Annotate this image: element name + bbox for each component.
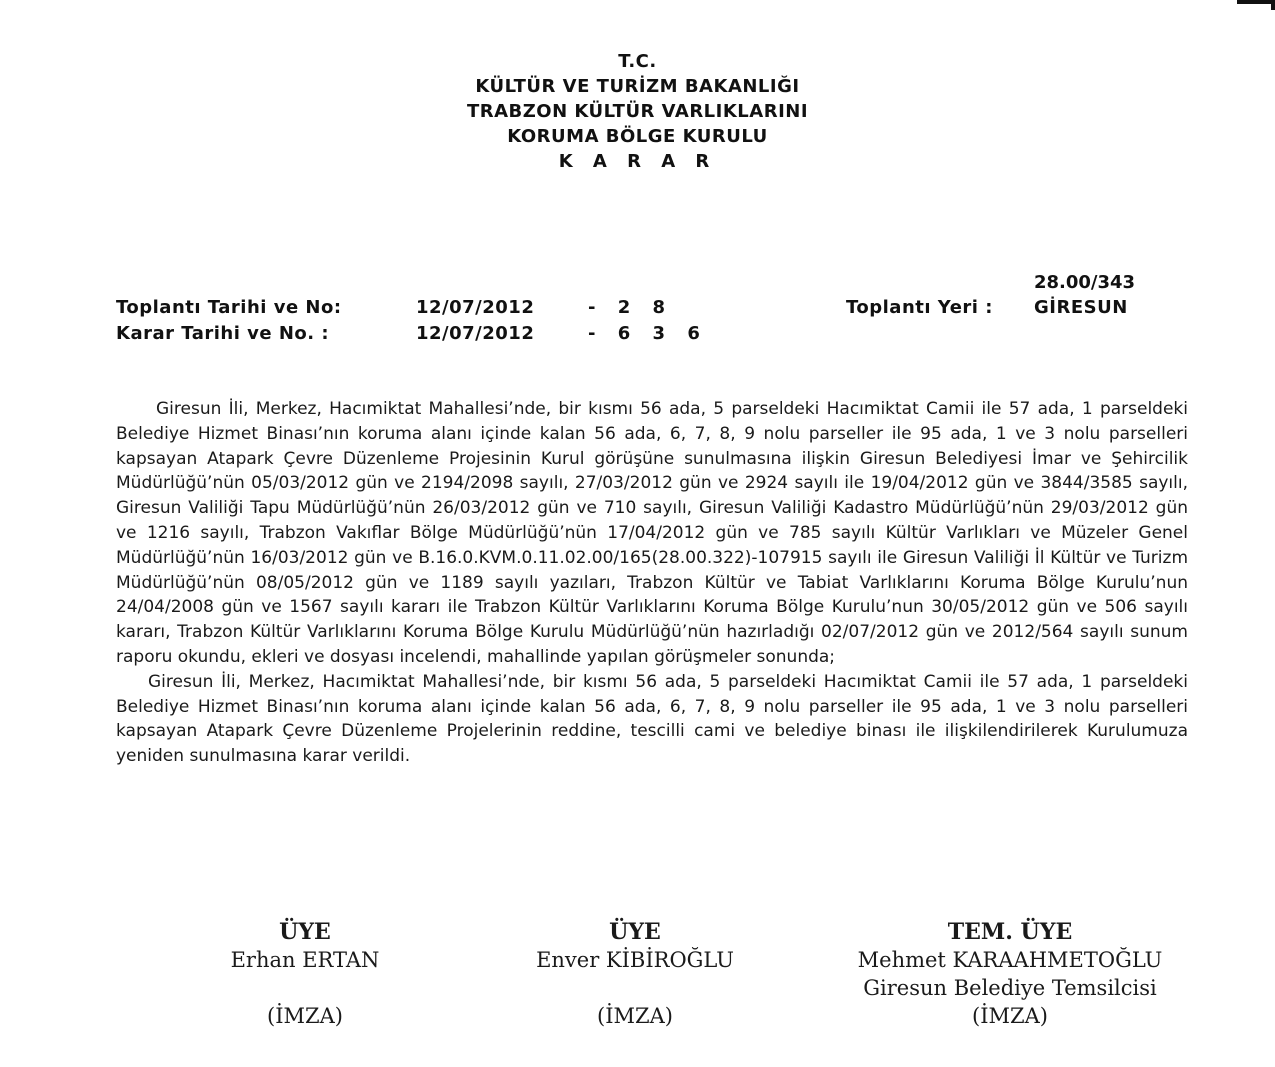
signature-name: Mehmet KARAAHMETOĞLU xyxy=(857,948,1163,972)
decision-number: - 6 3 6 xyxy=(588,323,708,344)
scan-edge-mark xyxy=(1237,0,1275,4)
decision-body xyxy=(116,397,1188,769)
meeting-date-label: Toplantı Tarihi ve No: xyxy=(116,297,342,318)
signature-block-1 xyxy=(140,918,470,1030)
signature-role: ÜYE xyxy=(609,919,661,945)
meeting-place-value: GİRESUN xyxy=(1034,297,1128,318)
header-tc: T.C. xyxy=(618,51,657,72)
meeting-place-label: Toplantı Yeri : xyxy=(846,297,993,318)
signature-name: Erhan ERTAN xyxy=(230,948,380,972)
signature-imza: (İMZA) xyxy=(267,1004,343,1028)
reference-number: 28.00/343 xyxy=(1034,272,1136,293)
header-ministry: KÜLTÜR VE TURİZM BAKANLIĞI xyxy=(475,76,800,97)
signature-imza: (İMZA) xyxy=(597,1004,673,1028)
signature-imza: (İMZA) xyxy=(972,1004,1048,1028)
body-paragraph-1: Giresun İli, Merkez, Hacımiktat Mahallesi’nde, bir kısmı 56 ada, 5 parseldeki Hacımiktat Camii ile 57 ada, 1 parseldeki Belediye Hizmet Binası’nın koruma alanı içinde kalan 56 ada, 6, 7, 8, 9 nolu parseller ile 95 ada, 1 ve 3 nolu parselleri kapsayan Atapark Çevre Düzenleme Projesinin Kurul görüşüne sunulmasına ilişkin Giresun Belediyesi İmar ve Şehircilik Müdürlüğü’nün 05/03/2012 gün ve 2194/2098 sayılı, 27/03/2012 gün ve 2924 sayılı ile 19/04/2012 gün ve 3844/3585 sayılı, Giresun Valiliği Tapu Müdürlüğü’nün 26/03/2012 gün ve 710 sayılı, Giresun Valiliği Kadastro Müdürlüğü’nün 29/03/2012 gün ve 1216 sayılı, Trabzon Vakıflar Bölge Müdürlüğü’nün 17/04/2012 gün ve 785 sayılı Kültür Varlıkları ve Müzeler Genel Müdürlüğü’nün 16/03/2012 gün ve B.16.0.KVM.0.11.02.00/165(28.00.322)-107915 sayılı ile Giresun Valiliği İl Kültür ve Turizm Müdürlüğü’nün 08/05/2012 gün ve 1189 sayılı yazıları, Trabzon Kültür ve Tabiat Varlıklarını Koruma Bölge Kurulu’nun 24/04/2008 gün ve 1567 sayılı kararı ile Trabzon Kültür Varlıklarını Koruma Bölge Kurulu’nun 30/05/2012 gün ve 506 sayılı kararı, Trabzon Kültür Varlıklarını Koruma Bölge Kurulu Müdürlüğü’nün hazırladığı 02/07/2012 gün ve 2012/564 sayılı sunum raporu okundu, ekleri ve dosyası incelendi, mahallinde yapılan görüşmeler sonunda; xyxy=(116,399,1188,667)
signature-block-2 xyxy=(470,918,800,1030)
signature-note: Giresun Belediye Temsilcisi xyxy=(863,976,1157,1000)
header-board-line1: TRABZON KÜLTÜR VARLIKLARINI xyxy=(466,101,809,122)
decision-date-value: 12/07/2012 xyxy=(416,323,535,344)
header-board-line2: KORUMA BÖLGE KURULU xyxy=(507,126,768,147)
body-paragraph-2: Giresun İli, Merkez, Hacımiktat Mahallesi’nde, bir kısmı 56 ada, 5 parseldeki Hacımiktat Camii ile 57 ada, 1 parseldeki Belediye Hizmet Binası’nın koruma alanı içinde kalan 56 ada, 6, 7, 8, 9 nolu parseller ile 95 ada, 1 ve 3 nolu parselleri kapsayan Atapark Çevre Düzenleme Projelerinin reddine, tescilli cami ve belediye binası ile ilişkilendirilerek Kurulumuza yeniden sunulmasına karar verildi. xyxy=(116,671,1188,767)
document-header xyxy=(0,49,1275,174)
meeting-number: - 2 8 xyxy=(588,297,674,318)
signature-block-3 xyxy=(830,918,1190,1030)
signature-role: ÜYE xyxy=(279,919,331,945)
decision-date-label: Karar Tarihi ve No. : xyxy=(116,323,330,344)
header-karar: K A R A R xyxy=(558,151,717,172)
scan-edge-mark-vertical xyxy=(1271,0,1275,10)
signature-role: TEM. ÜYE xyxy=(947,919,1073,945)
signature-name: Enver KİBİROĞLU xyxy=(536,948,734,972)
meeting-date-value: 12/07/2012 xyxy=(416,297,535,318)
